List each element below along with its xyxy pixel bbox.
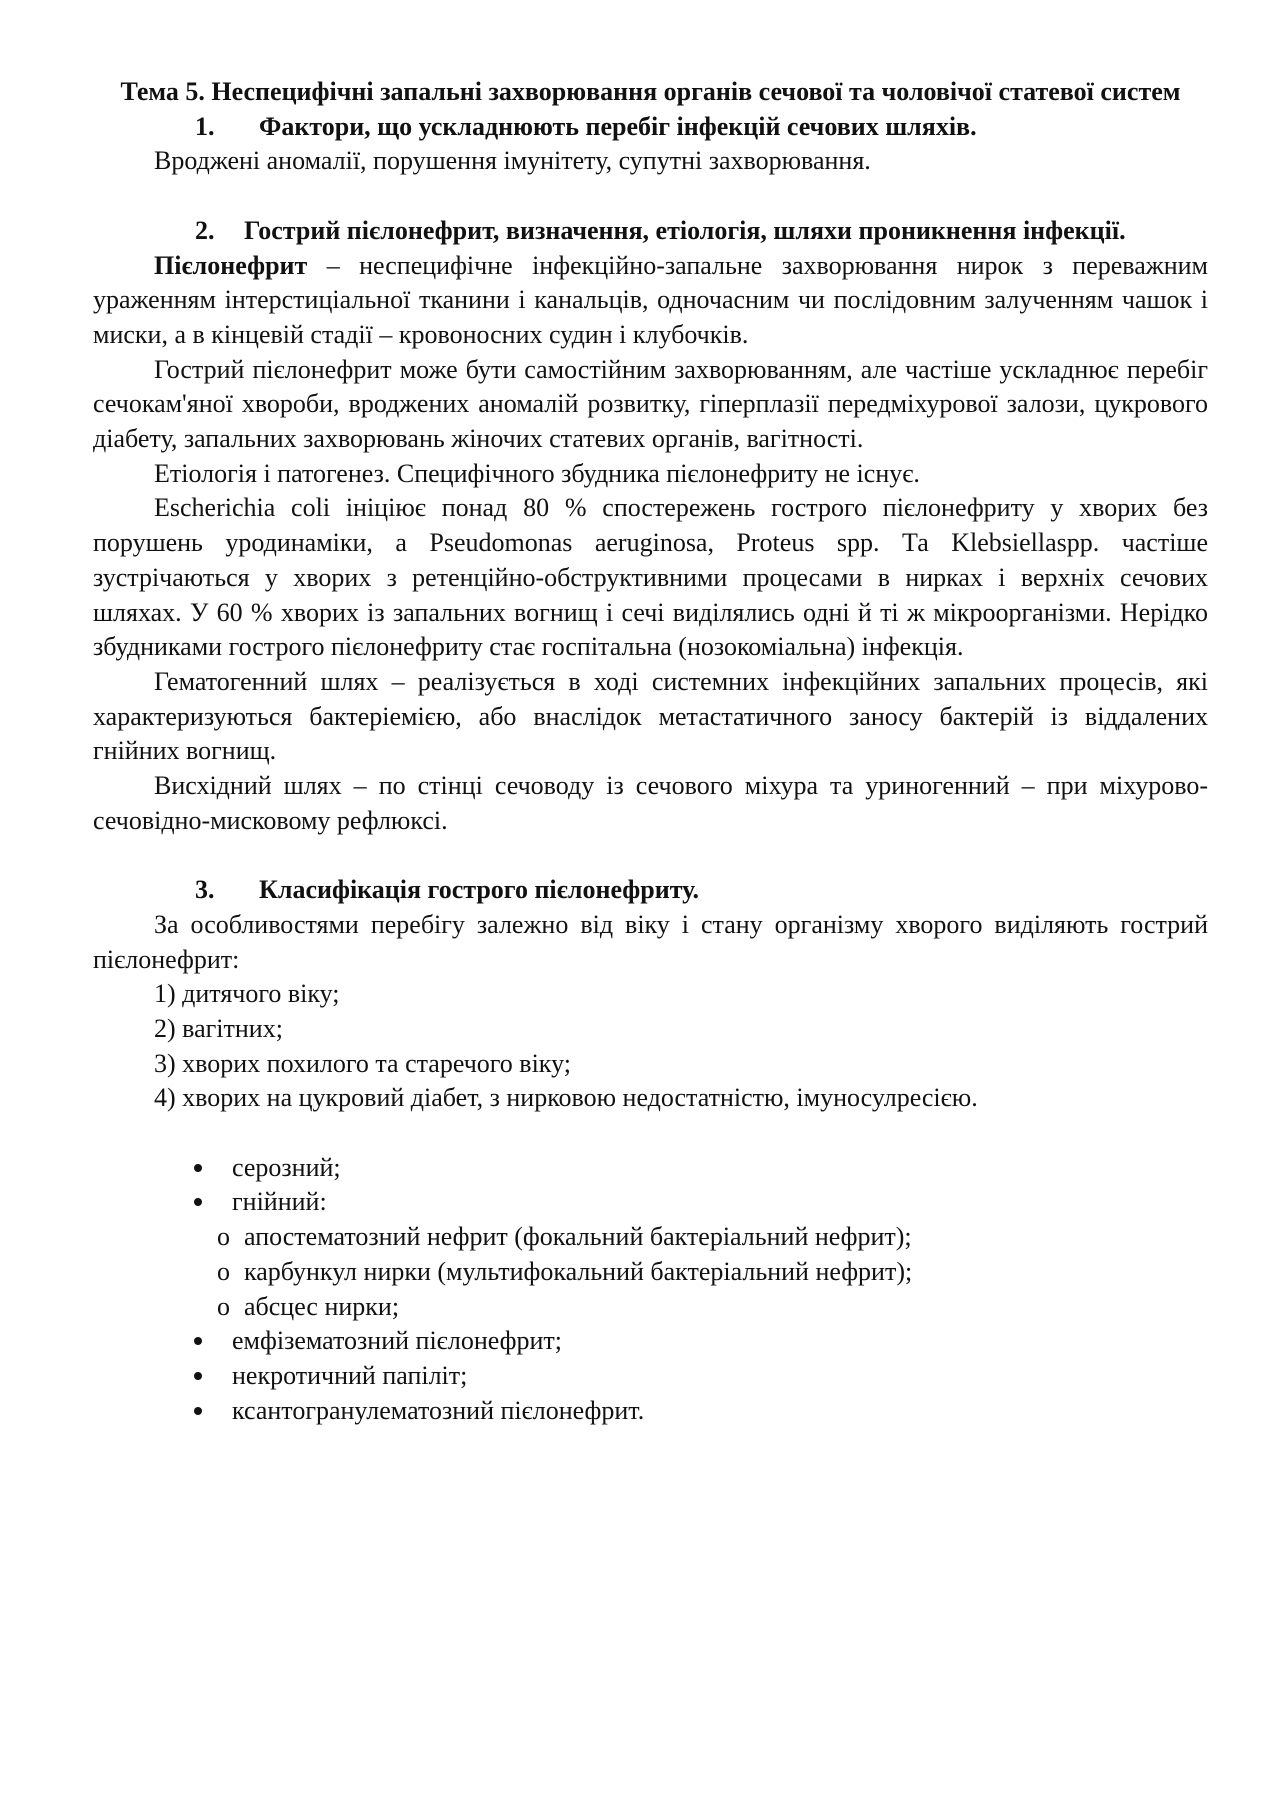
section-2-heading (93, 214, 1208, 249)
section-3-number: 3. (195, 875, 215, 905)
document-page (93, 60, 1208, 1428)
section-1-heading-text: Фактори, що ускладнюють перебіг інфекцій сечових шляхів. (259, 111, 977, 141)
paragraph-hematogenous-route: Гематогенний шлях – реалізується в ході системних інфекційних запальних процесів, які характеризуються бактеріемією, або внаслідок метастатичного заносу бактерій із віддалених гнійних вогнищ. (93, 666, 1208, 766)
sub-bullet-list (93, 1220, 1208, 1324)
bullet-text: серозний; (232, 1152, 341, 1182)
definition-paragraph (93, 249, 1208, 353)
paragraph-etiology: Етіологія і патогенез. Специфічного збудника пієлонефриту не існує. (154, 458, 920, 488)
sub-bullet-text: апостематозний нефрит (фокальний бактеріальний нефрит); (244, 1222, 912, 1252)
sub-bullet-item (93, 1220, 1208, 1255)
section-3-heading-text: Класифікація гострого пієлонефриту. (259, 875, 700, 905)
section-1-number: 1. (195, 111, 215, 141)
sub-bullet-item (93, 1255, 1208, 1290)
bullet-text: гнійний: (232, 1187, 327, 1217)
definition-term: Пієлонефрит (154, 250, 308, 280)
section-1-paragraph: Вроджені аномалії, порушення імунітету, супутні захворювання. (154, 146, 871, 176)
bullet-icon (194, 1164, 202, 1172)
bullet-icon (194, 1337, 202, 1345)
bullet-item (93, 1185, 1208, 1324)
list-item: 2) вагітних; (154, 1013, 283, 1043)
bullet-icon (194, 1407, 202, 1415)
bullet-list (93, 1151, 1208, 1429)
spacer (93, 1116, 1208, 1151)
section-2-heading-text: Гострий пієлонефрит, визначення, етіологія, шляхи проникнення інфекції. (244, 215, 1126, 245)
list-item: 3) хворих похилого та старечого віку; (154, 1048, 571, 1078)
sub-bullet-text: абсцес нирки; (244, 1291, 400, 1321)
sub-bullet-item (93, 1290, 1208, 1325)
bullet-item (93, 1324, 1208, 1359)
bullet-text: емфізематозний пієлонефрит; (232, 1326, 562, 1356)
circle-bullet-icon: o (217, 1256, 230, 1286)
sub-bullet-text: карбункул нирки (мультифокальний бактеріальний нефрит); (244, 1256, 913, 1286)
numbered-list (93, 977, 1208, 1116)
spacer (93, 838, 1208, 873)
bullet-text: некротичний папіліт; (232, 1360, 468, 1390)
bullet-item (93, 1394, 1208, 1429)
paragraph-ascending-route: Висхідний шлях – по стінці сечоводу із сечового міхура та уриногенний – при міхурово-сечовідно-мисковому рефлюксі. (93, 771, 1208, 835)
document-title: Тема 5. Неспецифічні запальні захворювання органів сечової та чоловічої статевої систем (120, 77, 1181, 106)
section-1-heading (93, 110, 1208, 145)
definition-text: – неспецифічне інфекційно-запальне захворювання нирок з переважним ураженням інтерстиціальної тканини і канальців, одночасним чи послідовним залученням чашок і миски, а в кінцевій стадії – кровоносних судин і клубочків. (93, 250, 1208, 349)
bullet-text: ксантогранулематозний пієлонефрит. (232, 1395, 645, 1425)
bullet-item (93, 1151, 1208, 1186)
section-2-number: 2. (195, 215, 215, 245)
circle-bullet-icon: o (217, 1291, 230, 1321)
paragraph-acute-pyelonephritis: Гострий пієлонефрит може бути самостійним захворюванням, але частіше ускладнює перебіг сечокам'яної хвороби, вроджених аномалій розвитку, гіперплазії передміхурової залози, цукрового діабету, запальних захворювань жіночих статевих органів, вагітності. (93, 354, 1208, 454)
bullet-icon (194, 1198, 202, 1206)
bullet-item (93, 1359, 1208, 1394)
bullet-icon (194, 1372, 202, 1380)
list-item: 4) хворих на цукровий діабет, з нирковою недостатністю, імуносулресією. (154, 1083, 978, 1113)
spacer (93, 179, 1208, 214)
list-item: 1) дитячого віку; (154, 979, 340, 1009)
classification-intro: За особливостями перебігу залежно від віку і стану організму хворого виділяють гострий пієлонефрит: (93, 909, 1208, 974)
circle-bullet-icon: o (217, 1222, 230, 1252)
section-3-heading (93, 873, 1208, 908)
paragraph-pathogens: Escherichia coli ініціює понад 80 % спостережень гострого пієлонефриту у хворих без порушень уродинаміки, а Pseudomonas aeruginosa, Proteus spp. Та Klebsiellaspp. частіше зустрічаються у хворих з ретенційно-обструктивними процесами в нирках і верхніх сечових шляхах. У 60 % хворих із запальних вогнищ і сечі виділялись одні й ті ж мікроорганізми. Нерідко збудниками гострого пієлонефриту стає госпітальна (нозокоміальна) інфекція. (93, 493, 1208, 662)
